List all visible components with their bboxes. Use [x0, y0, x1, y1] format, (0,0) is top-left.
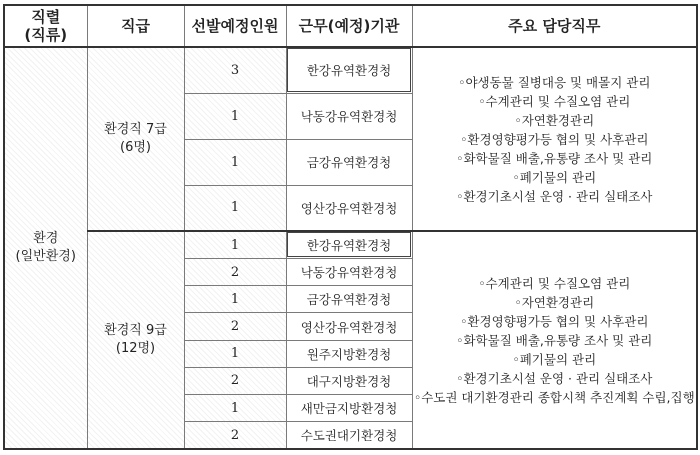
- headcount-cell: 2: [184, 258, 286, 285]
- table-row: [4, 47, 697, 93]
- grade-name: 환경직 9급: [104, 323, 167, 339]
- duty-item: ◦수계관리 및 수질오염 관리: [478, 275, 631, 291]
- recruitment-table: [3, 4, 698, 450]
- grade-count: (6명): [120, 140, 151, 156]
- duty-item: ◦수계관리 및 수질오염 관리: [478, 93, 631, 109]
- headcount-cell: 1: [184, 395, 286, 422]
- header-duties: 주요 담당직무: [412, 5, 697, 47]
- recruitment-table-container: [3, 4, 696, 450]
- duty-item: ◦환경영향평가등 협의 및 사후관리: [460, 313, 649, 329]
- headcount-cell: 2: [184, 422, 286, 449]
- headcount-cell: 1: [184, 185, 286, 231]
- headcount-cell: 1: [184, 139, 286, 185]
- agency-cell: 수도권대기환경청: [286, 422, 412, 449]
- duty-item: ◦야생동물 질병대응 및 매몰지 관리: [458, 74, 651, 90]
- agency-cell: 한강유역환경청: [286, 231, 412, 258]
- headcount-cell: 1: [184, 286, 286, 313]
- duty-item: ◦폐기물의 관리: [512, 169, 597, 185]
- agency-cell: 금강유역환경청: [286, 286, 412, 313]
- duty-item: ◦폐기물의 관리: [512, 351, 597, 367]
- grade-cell-7: [87, 47, 184, 231]
- grade-cell-9: [87, 231, 184, 449]
- headcount-cell: 1: [184, 340, 286, 367]
- header-series: 직렬 (직류): [4, 5, 87, 47]
- agency-cell: 영산강유역환경청: [286, 185, 412, 231]
- header-grade: 직급: [87, 5, 184, 47]
- agency-cell: 대구지방환경청: [286, 367, 412, 394]
- headcount-cell: 1: [184, 93, 286, 139]
- agency-cell: 영산강유역환경청: [286, 313, 412, 340]
- duty-item: ◦환경기초시설 운영 · 관리 실태조사: [456, 188, 653, 204]
- agency-cell: 낙동강유역환경청: [286, 258, 412, 285]
- series-sub: (일반환경): [15, 249, 76, 264]
- series-name: 환경: [33, 231, 59, 246]
- duty-item: ◦화학물질 배출,유통량 조사 및 관리: [456, 150, 653, 166]
- grade-count: (12명): [115, 341, 156, 357]
- duty-item: ◦수도권 대기환경관리 종합시책 추진계획 수립,집행: [413, 389, 695, 405]
- headcount-cell: 2: [184, 367, 286, 394]
- duty-item: ◦화학물질 배출,유통량 조사 및 관리: [456, 332, 653, 348]
- agency-cell: 금강유역환경청: [286, 139, 412, 185]
- header-agency: 근무(예정)기관: [286, 5, 412, 47]
- agency-cell: 낙동강유역환경청: [286, 93, 412, 139]
- duty-item: ◦자연환경관리: [514, 294, 595, 310]
- series-cell: [4, 47, 87, 449]
- table-row: [4, 231, 697, 258]
- agency-cell: 새만금지방환경청: [286, 395, 412, 422]
- duties-cell-9: [412, 231, 697, 449]
- duty-item: ◦환경영향평가등 협의 및 사후관리: [460, 131, 649, 147]
- headcount-cell: 2: [184, 313, 286, 340]
- duties-cell-7: [412, 47, 697, 231]
- headcount-cell: 3: [184, 47, 286, 93]
- header-row: [4, 5, 697, 47]
- agency-cell: 원주지방환경청: [286, 340, 412, 367]
- headcount-cell: 1: [184, 231, 286, 258]
- duty-item: ◦자연환경관리: [514, 112, 595, 128]
- duty-item: ◦환경기초시설 운영 · 관리 실태조사: [456, 370, 653, 386]
- grade-name: 환경직 7급: [104, 122, 167, 138]
- agency-cell: 한강유역환경청: [286, 47, 412, 93]
- header-headcount: 선발예정인원: [184, 5, 286, 47]
